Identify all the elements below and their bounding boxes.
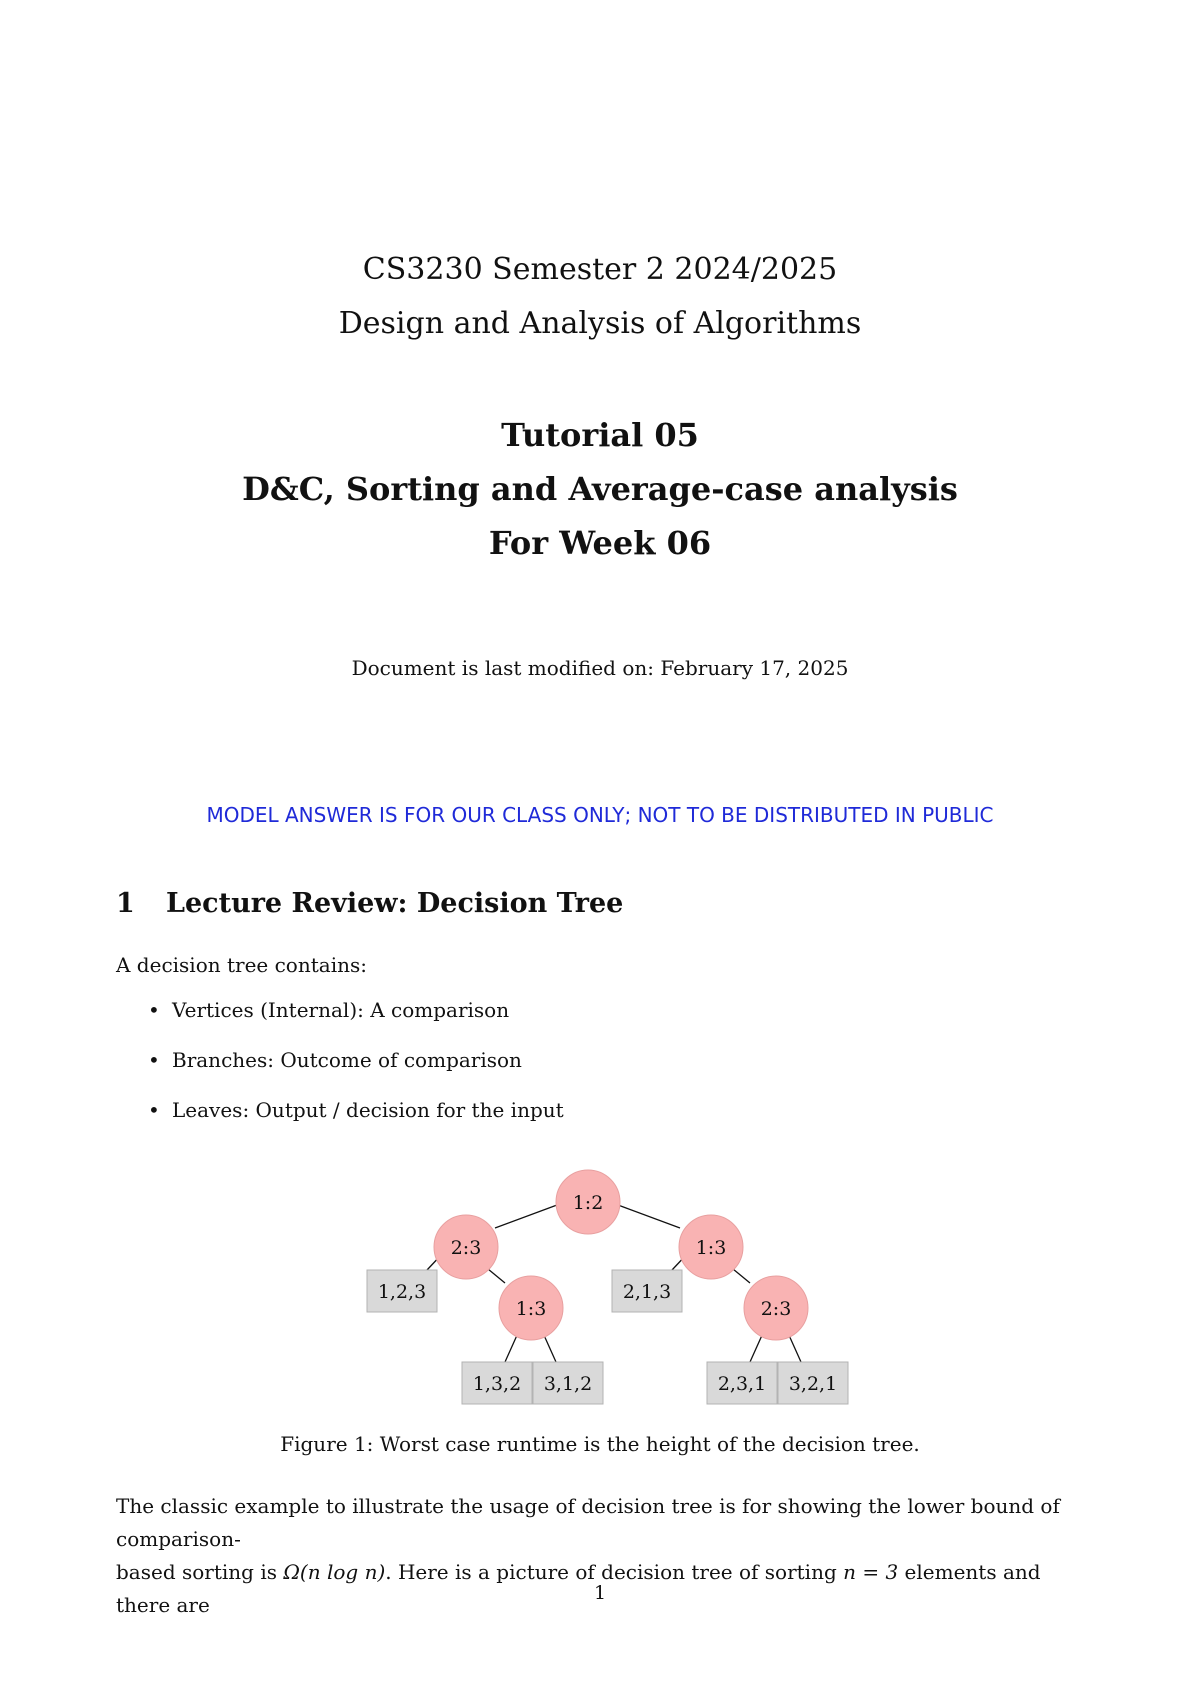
distribution-notice: MODEL ANSWER IS FOR OUR CLASS ONLY; NOT TO BE DISTRIBUTED IN PUBLIC [206,803,994,827]
body-text-fragment: based sorting is [116,1560,284,1584]
page-number: 1 [593,1582,607,1604]
tree-edge [733,1269,750,1283]
body-line: The classic example to illustrate the usage of decision tree is for showing the lower bound of comparison- [116,1494,1060,1551]
tree-leaf-label: 3,2,1 [788,1373,838,1395]
math-expression: Ω(n log n) [283,1560,386,1584]
tree-edge [488,1269,505,1283]
list-item: • Branches: Outcome of comparison [148,1048,564,1098]
tree-internal-nodes [434,1170,808,1340]
tree-node-label: 1:2 [572,1192,604,1214]
tree-node-label: 1:3 [515,1298,547,1320]
tutorial-title: Tutorial 05 [501,416,699,454]
math-expression: n = 3 [843,1560,899,1584]
tree-leaf-label: 1,2,3 [377,1281,427,1303]
tree-node-label: 2:3 [450,1237,482,1259]
decision-tree-figure [0,1150,1200,1420]
last-modified: Document is last modified on: February 17, 2025 [351,656,849,680]
section-title: Lecture Review: Decision Tree [166,888,624,919]
tree-node-label: 1:3 [695,1237,727,1259]
tree-leaf-label: 2,3,1 [717,1373,767,1395]
bullet-list [148,998,564,1148]
figure-caption: Figure 1: Worst case runtime is the height of the decision tree. [280,1432,920,1456]
list-item: • Leaves: Output / decision for the input [148,1098,564,1148]
tree-leaf-label: 2,1,3 [622,1281,672,1303]
course-code: CS3230 Semester 2 2024/2025 [362,252,838,287]
tutorial-topic: D&C, Sorting and Average-case analysis [242,470,958,508]
tree-leaf-label: 3,1,2 [543,1373,593,1395]
section-intro: A decision tree contains: [116,953,367,977]
course-name: Design and Analysis of Algorithms [338,306,862,341]
tutorial-week: For Week 06 [488,524,712,562]
body-text-fragment: . Here is a picture of decision tree of sorting [385,1560,844,1584]
section-heading [116,888,623,919]
section-number: 1 [116,888,135,919]
tree-edge [618,1205,680,1228]
tree-node-label: 2:3 [760,1298,792,1320]
tree-edge [495,1205,557,1228]
tree-edge [505,1333,518,1362]
list-item: • Vertices (Internal): A comparison [148,998,564,1048]
tree-edge [750,1333,763,1362]
body-text-fragment: elements and there are [116,1560,1041,1617]
tree-leaf-label: 1,3,2 [472,1373,522,1395]
